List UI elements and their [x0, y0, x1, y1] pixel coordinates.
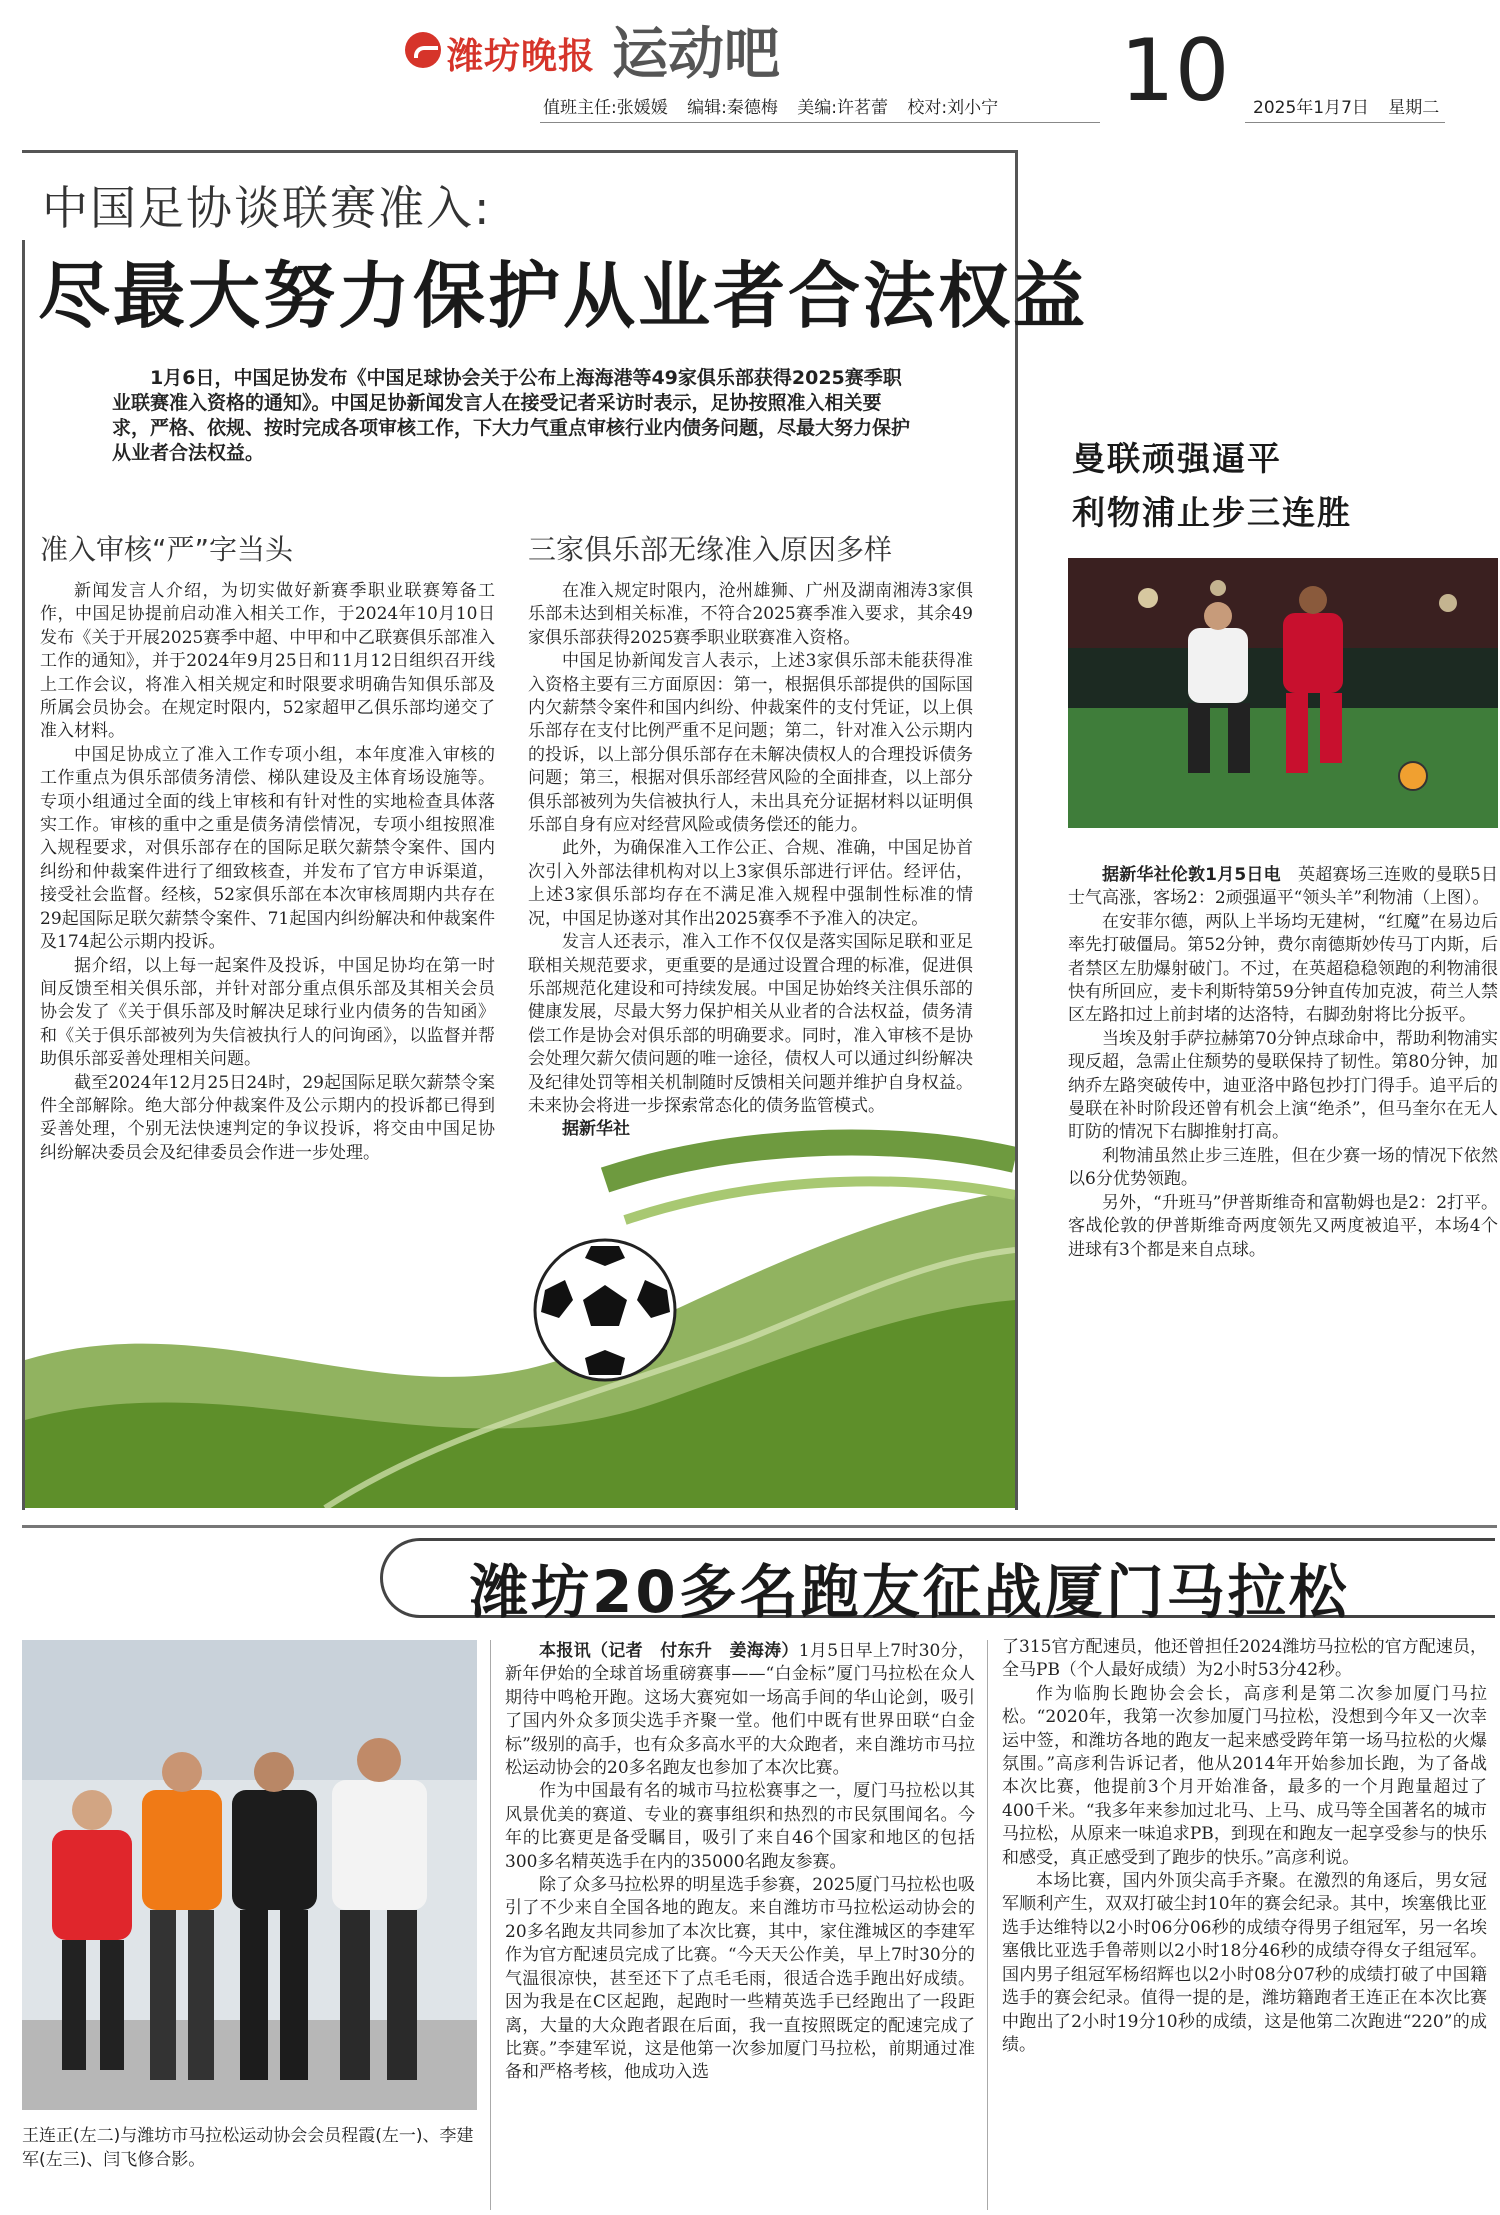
photo-caption: 王连正(左二)与潍坊市马拉松运动协会会员程霞(左一)、李建军(左三)、闫飞修合影。 [22, 2126, 474, 2170]
paragraph: 中国足协新闻发言人表示，上述3家俱乐部未能获得准入资格主要有三方面原因：第一，根据俱乐部提供的国际国内欠薪禁令案件和国内纠纷、仲裁案件的支付凭证，以上俱乐部存在支付比例严重不足问题；第二，针对准入公示期内的投诉，以上部分俱乐部存在未解决债权人的合理投诉债务问题；第三，根据对俱乐部经营风险的全面排查，以上部分俱乐部被列为失信被执行人，未出具充分证据材料以证明俱乐部自身有应对经营风险或债务偿还的能力。 [528, 651, 973, 836]
paragraph: 此外，为确保准入工作公正、合规、准确，中国足协首次引入外部法律机构对以上3家俱乐部进行评估。经评估，上述3家俱乐部均存在不满足准入规程中强制性标准的情况，中国足协遂对其作出2025赛季不予准入的决定。 [528, 838, 973, 929]
side-headline-line-1: 曼联顽强逼平 [1072, 439, 1282, 478]
reporter-byline: 本报讯（记者 付东升 姜海涛） [539, 1641, 799, 1661]
match-photo [1068, 558, 1498, 828]
side-headline-line-2: 利物浦止步三连胜 [1072, 493, 1352, 532]
side-story-headline [1072, 432, 1352, 540]
main-story-column-2 [528, 580, 973, 1142]
bottom-story-headline: 潍坊20多名跑友征战厦门马拉松 [470, 1558, 1350, 1626]
paragraph: 在安菲尔德，两队上半场均无建树，“红魔”在易边后率先打破僵局。第52分钟，费尔南德斯妙传马丁内斯，后者禁区左肋爆射破门。不过，在英超稳稳领跑的利物浦很快有所回应，麦卡利斯特第59分钟直传加克波，荷兰人禁区左路扣过上前封堵的达洛特，右脚劲射将比分扳平。 [1068, 911, 1498, 1026]
paragraph: 中国足协成立了准入工作专项小组，本年度准入审核的工作重点为俱乐部债务清偿、梯队建设及主体育场设施等。专项小组通过全面的线上审核和有针对性的实地检查具体落实工作。审核的重中之重是债务清偿情况，专项小组按照准入规程要求，对俱乐部存在的国际足联欠薪禁令案件、国内纠纷和仲裁案件进行了细致核查，并发布了官方申诉渠道，接受社会监督。经核，52家俱乐部在本次审核周期内共存在29起国际足联欠薪禁令案件、71起国内纠纷解决和仲裁案件及174起公示期内投诉。 [40, 744, 495, 953]
masthead-rule [540, 122, 1100, 123]
bottom-story-column-1 [505, 1640, 975, 2085]
football-icon [535, 1240, 675, 1380]
paragraph: 据介绍，以上每一起案件及投诉，中国足协均在第一时间反馈至相关俱乐部，并针对部分重点俱乐部及其相关会员协会发了《关于俱乐部及时解决足球行业内债务的告知函》和《关于俱乐部被列为失信被执行人的问询函》，以监督并帮助俱乐部妥善处理相关问题。 [40, 955, 495, 1070]
masthead-rule-right [1245, 122, 1445, 123]
newspaper-brand: 潍坊晚报 [447, 36, 596, 77]
paragraph: 新闻发言人介绍，为切实做好新赛季职业联赛筹备工作，中国足协提前启动准入相关工作，于2024年10月10日发布《关于开展2025赛季中超、中甲和中乙联赛俱乐部准入工作的通知》，并于2024年9月25日和11月12日组织召开线上工作会议，将准入相关规定和时限要求明确告知俱乐部及所属会员协会。在规定时限内，52家超甲乙俱乐部均递交了准入材料。 [40, 581, 495, 742]
main-story-kicker: 中国足协谈联赛准入: [42, 181, 492, 235]
dateline: 据新华社伦敦1月5日电 [1102, 865, 1281, 885]
runners-photo [22, 1640, 477, 2110]
paragraph-text: 英超赛场三连败的曼联5日士气高涨，客场2：2顽强逼平“领头羊”利物浦（上图）。 [1068, 865, 1498, 909]
main-story-headline: 尽最大努力保护从业者合法权益 [38, 254, 1089, 338]
paragraph [1068, 864, 1498, 911]
subhead-review: 准入审核“严”字当头 [40, 533, 294, 566]
column-rule [490, 1640, 491, 2210]
paragraph: 作为临朐长跑协会会长，高彦利是第二次参加厦门马拉松。“2020年，我第一次参加厦门马拉松，没想到今年又一次幸运中签，和潍坊各地的跑友一起来感受跨年第一场马拉松的火爆氛围。”高彦利告诉记者，他从2014年开始参加长跑，为了备战本次比赛，他提前3个月开始准备，最多的一个月跑量超过了400千米。“我多年来参加过北马、上马、成马等全国著名的城市马拉松，从原来一味追求PB，到现在和跑友一起享受参与的快乐和感受，真正感受到了跑步的快乐。”高彦利说。 [1002, 1683, 1487, 1868]
newspaper-logo-icon [405, 32, 441, 68]
section-title: 运动吧 [612, 22, 780, 87]
main-story-lede: 1月6日，中国足协发布《中国足球协会关于公布上海海港等49家俱乐部获得2025赛季职业联赛准入资格的通知》。中国足协新闻发言人在接受记者采访时表示，足协按照准入相关要求，严格、依规、按时完成各项审核工作，下大力气重点审核行业内债务问题，尽最大努力保护从业者合法权益。 [112, 367, 911, 464]
column-rule [987, 1640, 988, 2210]
paragraph: 了315官方配速员，他还曾担任2024潍坊马拉松的官方配速员，全马PB（个人最好成绩）为2小时53分42秒。 [1002, 1637, 1487, 1681]
paragraph [505, 1640, 975, 1780]
football-graphic [25, 1100, 1015, 1508]
paragraph-text: 1月5日早上7时30分，新年伊始的全球首场重磅赛事——“白金标”厦门马拉松在众人期待中鸣枪开跑。这场大赛宛如一场高手间的华山论剑，吸引了国内外众多顶尖选手齐聚一堂。他们中既有世界田联“白金标”级别的高手，也有众多高水平的大众跑者，来自潍坊市马拉松运动协会的20多名跑友也参加了本次比赛。 [505, 1641, 975, 1779]
paragraph: 截至2024年12月25日24时，29起国际足联欠薪禁令案件全部解除。绝大部分仲裁案件及公示期内的投诉都已得到妥善处理，个别无法快速判定的争议投诉，将交由中国足协纠纷解决委员会及纪律委员会作进一步处理。 [40, 1072, 495, 1163]
paragraph: 在准入规定时限内，沧州雄狮、广州及湖南湘涛3家俱乐部未达到相关标准，不符合2025赛季准入要求，其余49家俱乐部获得2025赛季职业联赛准入资格。 [528, 581, 973, 648]
side-story-body [1068, 864, 1498, 1262]
subhead-rejected-clubs: 三家俱乐部无缘准入原因多样 [528, 533, 893, 566]
story-source: 据新华社 [562, 1119, 630, 1140]
ball-icon [1399, 762, 1427, 790]
bottom-story-column-2 [1002, 1636, 1487, 2057]
page-number: 10 [1120, 21, 1230, 121]
paragraph: 发言人还表示，准入工作不仅仅是落实国际足联和亚足联相关规范要求，更重要的是通过设置合理的标准，促进俱乐部规范化建设和可持续发展。中国足协始终关注俱乐部的健康发展，尽最大努力保护相关从业者的合法权益，债务清偿工作是协会对俱乐部的明确要求。同时，准入审核不是协会处理欠薪欠债问题的唯一途径，债权人可以通过纠纷解决及纪律处罚等相关机制随时反馈相关问题并维护自身权益。未来协会将进一步探索常态化的债务监管模式。 [528, 932, 973, 1116]
paragraph: 利物浦虽然止步三连胜，但在少赛一场的情况下依然以6分优势领跑。 [1068, 1145, 1498, 1190]
staff-credits: 值班主任:张媛媛 编辑:秦德梅 美编:许茗蕾 校对:刘小宁 [543, 98, 999, 118]
issue-date: 2025年1月7日 星期二 [1253, 98, 1440, 118]
paragraph: 除了众多马拉松界的明星选手参赛，2025厦门马拉松也吸引了不少来自全国各地的跑友。来自潍坊市马拉松运动协会的20多名跑友共同参加了本次比赛，其中，家住潍城区的李建军作为官方配速员完成了比赛。“今天天公作美，早上7时30分的气温很凉快，甚至还下了点毛毛雨，很适合选手跑出好成绩。因为我是在C区起跑，起跑时一些精英选手已经跑出了一段距离，大量的大众跑者跟在后面，我一直按照既定的配速完成了比赛。”李建军说，这是他第一次参加厦门马拉松，前期通过准备和严格考核，他成功入选 [505, 1875, 975, 2083]
paragraph: 作为中国最有名的城市马拉松赛事之一，厦门马拉松以其风景优美的赛道、专业的赛事组织和热烈的市民氛围闻名。今年的比赛更是备受瞩目，吸引了来自46个国家和地区的包括300多名精英选手在内的35000名跑友参赛。 [505, 1781, 975, 1872]
paragraph: 另外，“升班马”伊普斯维奇和富勒姆也是2：2打平。客战伦敦的伊普斯维奇两度领先又两度被追平，本场4个进球有3个都是来自点球。 [1068, 1192, 1499, 1260]
section-divider [22, 1525, 1497, 1528]
main-story-column-1 [40, 580, 495, 1165]
paragraph: 本场比赛，国内外顶尖高手齐聚。在激烈的角逐后，男女冠军顺利产生，双双打破尘封10年的赛会纪录。其中，埃塞俄比亚选手达维特以2小时06分06秒的成绩夺得男子组冠军，另一名埃塞俄比亚选手鲁蒂则以2小时18分46秒的成绩夺得女子组冠军。国内男子组冠军杨绍辉也以2小时08分07秒的成绩打破了中国籍选手的赛会纪录。值得一提的是，潍坊籍跑者王连正在本次比赛中跑出了2小时19分10秒的成绩，这是他第二次跑进“220”的成绩。 [1002, 1871, 1487, 2055]
paragraph: 当埃及射手萨拉赫第70分钟点球命中，帮助利物浦实现反超，急需止住颓势的曼联保持了韧性。第80分钟，加纳乔左路突破传中，迪亚洛中路包抄打门得手。追平后的曼联在补时阶段还曾有机会上演“绝杀”，但马奎尔在无人盯防的情况下右脚推射打高。 [1068, 1028, 1498, 1143]
